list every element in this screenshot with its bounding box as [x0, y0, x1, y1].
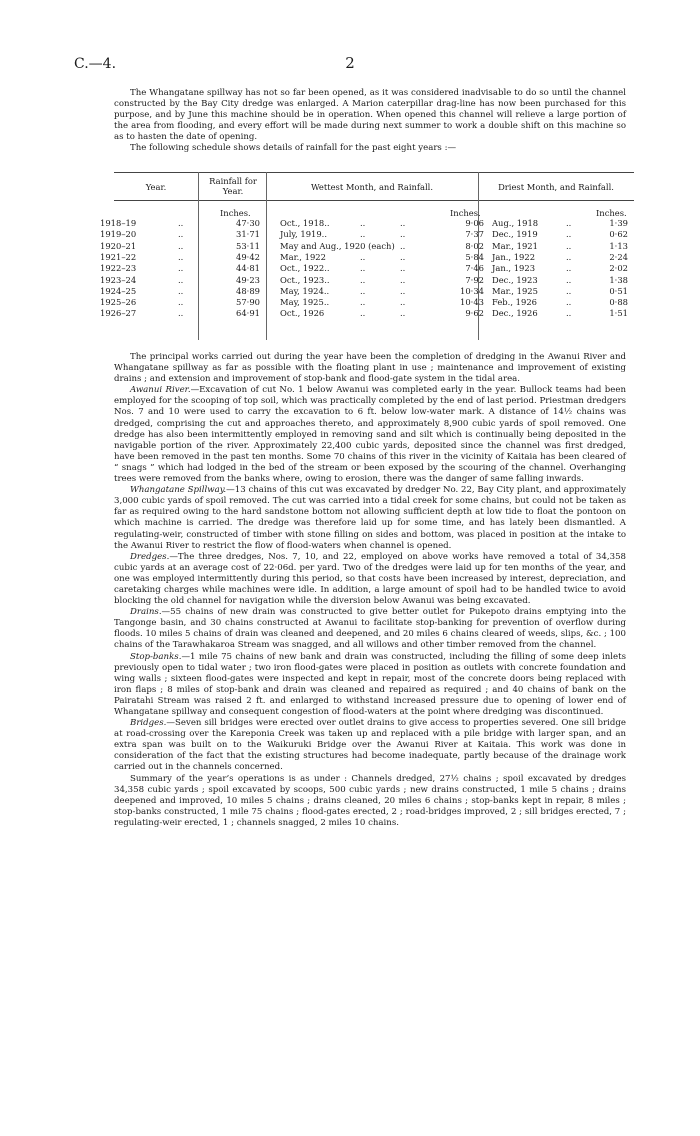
wettest-rainfall-cell: 9·62 [465, 308, 484, 319]
leader-dots: .. [360, 229, 366, 240]
table-row [100, 251, 634, 263]
leader-dots: .. [178, 308, 184, 319]
table-row [100, 308, 634, 319]
leader-dots: .. [360, 308, 366, 319]
subsection-text: —The three dredges, Nos. 7, 10, and 22, employed on above works have removed a total of 34,358 cubic yards at an average cost of 22·06d. per yard. Two of the dredges were laid up for ten months of the year, and one was employed intermittently during this period, so that costs have been increased by interest, depreciation, and caretaking charges while machines were idle. In addition, a large amount of spoil had to be handled twice to avoid blocking the old channel for navigation while the diversion below Awanui was being excavated. [114, 551, 626, 607]
table-top-rule [114, 172, 634, 173]
rainfall-cell: 44·81 [236, 263, 260, 274]
col-header-year: Year. [145, 182, 167, 192]
driest-rainfall-cell: 1·39 [609, 218, 628, 228]
leader-dots: .. [400, 274, 406, 285]
table-row [100, 218, 634, 229]
subsection-text: —Seven sill bridges were erected over outlet drains to give access to properties severed. One sill bridge at road-crossing over the Kareponia Creek was taken up and replaced with a pile bridge with larger span, and an extra span was built on to the Waikuruki Bridge over the Awanui River at Kaitaia. This work was done in consideration of the fact that the existing structures had become inadequate, partly because of the drainage work carried out in the channels concerned. [114, 718, 626, 773]
works-subsection [114, 485, 626, 552]
leader-dots: .. [400, 218, 406, 228]
table-row [100, 285, 634, 297]
leader-dots: .. [360, 297, 366, 308]
subsection-text: —Excavation of cut No. 1 below Awanui was completed early in the year. Bullock teams had been employed for the scooping of top soil, which was practically completed by the end of last period. Priestman dredgers Nos. 7 and 10 were used to carry the excavation to 6 ft. below low-water mark. A distance of 14½ chains was dredged, comprising the cut and approaches thereto, and approximately 8,900 cubic yards of spoil removed. One dredge has also been intermittently employed in removing sand and silt which is continually being deposited in the navigable portion of the river. Approximately 22,400 cubic yards, deposited since the channel was first dredged, have been removed in the past ten months. Some 70 chains of this river in the vicinity of Kaitaia has been cleared of “ snags ” which had lodged in the bed of the stream or been exposed by the scouring of the channel. Overhanging trees were removed from the banks where, owing to erosion, there was the danger of same falling inwards. [114, 385, 626, 485]
rainfall-cell: 49·42 [236, 251, 260, 262]
leader-dots: .. [566, 263, 572, 274]
col-header-rainfall: Rainfall for Year. [209, 176, 257, 196]
leader-dots: .. [178, 251, 184, 262]
table-intro: The following schedule shows details of rainfall for the past eight years :— [130, 143, 457, 154]
wettest-month-cell: May, 1924.. [280, 285, 330, 296]
leader-dots: .. [178, 240, 184, 251]
driest-month-cell: Mar., 1921 [492, 240, 538, 251]
year-cell: 1925–26 [100, 297, 137, 308]
table-row [100, 263, 634, 274]
driest-month-cell: Aug., 1918 [492, 218, 539, 228]
leader-dots: .. [400, 263, 406, 274]
subsection-heading: Bridges. [130, 718, 167, 729]
leader-dots: .. [566, 229, 572, 240]
driest-rainfall-cell: 1·38 [609, 274, 628, 285]
leader-dots: .. [400, 240, 406, 251]
wettest-rainfall-cell: 8·02 [465, 240, 484, 251]
table-row [100, 274, 634, 286]
leader-dots: .. [360, 263, 366, 274]
driest-rainfall-cell: 1·13 [609, 240, 628, 251]
driest-rainfall-cell: 2·02 [609, 263, 628, 274]
leader-dots: .. [566, 285, 572, 296]
units-driest: Inches. [596, 208, 627, 218]
document-reference: C.—4. [74, 56, 117, 72]
driest-month-cell: Jan., 1922 [492, 251, 536, 262]
operations-summary: Summary of the year’s operations is as under : Channels dredged, 27½ chains ; spoil excavated by dredges 34,358 cubic yards ; spoil excavated by scoops, 500 cubic yards ; new drains constructed, 1 mile 5 chains ; drains deepened and improved, 10 miles 5 chains ; drains cleaned, 20 miles 6 chains ; stop-banks kept in repair, 8 miles ; stop-banks constructed, 1 mile 75 chains ; flood-gates erected, 2 ; road-bridges improved, 2 ; sill bridges erected, 7 ; regulating-weir erected, 1 ; channels snagged, 2 miles 10 chains. [114, 773, 626, 828]
leader-dots: .. [178, 263, 184, 274]
driest-month-cell: Dec., 1923 [492, 274, 538, 285]
driest-rainfall-cell: 0·51 [609, 285, 628, 296]
leader-dots: .. [400, 251, 406, 262]
leader-dots: .. [178, 285, 184, 296]
rainfall-cell: 48·89 [236, 285, 260, 296]
wettest-rainfall-cell: 7·92 [465, 274, 484, 285]
driest-month-cell: Dec., 1919 [492, 229, 538, 240]
year-cell: 1920–21 [100, 240, 137, 251]
leader-dots: .. [360, 274, 366, 285]
wettest-month-cell: Oct., 1918.. [280, 218, 330, 228]
col-header-driest: Driest Month, and Rainfall. [498, 182, 614, 192]
wettest-month-cell: Oct., 1926 [280, 308, 325, 319]
wettest-rainfall-cell: 9·06 [465, 218, 484, 228]
driest-rainfall-cell: 2·24 [609, 251, 628, 262]
wettest-rainfall-cell: 7·37 [465, 229, 484, 240]
units-wettest: Inches. [450, 208, 481, 218]
subsection-heading: Drains. [130, 607, 162, 618]
driest-month-cell: Dec., 1926 [492, 308, 538, 319]
wettest-month-cell: July, 1919.. [280, 229, 328, 240]
driest-month-cell: Mar., 1925 [492, 285, 538, 296]
rainfall-cell: 49·23 [236, 274, 260, 285]
leader-dots: .. [400, 308, 406, 319]
leader-dots: .. [566, 251, 572, 262]
works-subsection [114, 552, 626, 607]
leader-dots: .. [566, 218, 572, 228]
leader-dots: .. [400, 229, 406, 240]
table-row [100, 297, 634, 308]
driest-rainfall-cell: 0·62 [609, 229, 628, 240]
works-subsections [114, 385, 626, 773]
works-subsection [114, 385, 626, 485]
year-cell: 1921–22 [100, 251, 137, 262]
driest-rainfall-cell: 1·51 [609, 308, 628, 319]
leader-dots: .. [360, 251, 366, 262]
leader-dots: .. [566, 240, 572, 251]
table-row [100, 240, 634, 252]
wettest-month-cell: May and Aug., 1920 (each) [280, 240, 395, 251]
intro-section [114, 88, 626, 155]
wettest-rainfall-cell: 10·43 [460, 297, 484, 308]
table-row [100, 229, 634, 240]
rainfall-cell: 64·91 [236, 308, 260, 319]
subsection-text: —1 mile 75 chains of new bank and drain was constructed, including the filling of some deep inlets previously open to tidal water ; two iron flood-gates were placed in position as outlets with concrete foundation and wing walls ; sixteen flood-gates were inspected and kept in repair, most of the concrete doors being replaced with iron flaps ; 8 miles of stop-bank and drain was cleaned and repaired as required ; and 40 chains of bank on the Pairatahi Stream was raised 2 ft. and enlarged to withstand increased pressure due to opening of lower end of Whangatane spillway and consequent congestion of flood-waters at the point where dredging was discontinued. [114, 651, 626, 717]
leader-dots: .. [400, 285, 406, 296]
subsection-heading: Awanui River. [130, 385, 191, 396]
rainfall-cell: 53·11 [236, 240, 260, 251]
subsection-heading: Whangatane Spillway. [130, 485, 227, 496]
wettest-rainfall-cell: 5·84 [465, 251, 484, 262]
subsection-text: —55 chains of new drain was constructed to give better outlet for Pukepoto drains emptying into the Tangonge basin, and 30 chains constructed at Awanui to facilitate stop-banking for prevention of overflow during floods. 10 miles 5 chains of drain was cleaned and deepened, and 20 miles 6 chains cleared of weeds, slips, &c. ; 100 chains of the Tarawhakaroa Stream was snagged, and all willows and other timber removed from the channel. [114, 607, 626, 651]
year-cell: 1918–19 [100, 218, 137, 228]
works-section [114, 352, 626, 829]
page-number: 2 [345, 54, 355, 72]
year-cell: 1924–25 [100, 285, 137, 296]
leader-dots: .. [360, 285, 366, 296]
driest-rainfall-cell: 0·88 [609, 297, 628, 308]
driest-month-cell: Jan., 1923 [492, 263, 536, 274]
subsection-heading: Dredges. [130, 551, 170, 562]
leader-dots: .. [566, 308, 572, 319]
leader-dots: .. [178, 229, 184, 240]
works-summary: The principal works carried out during the year have been the completion of dredging in the Awanui River and Whangatane spillway as far as possible with the floating plant in use ; maintenance and improvement of existing drains ; and extension and improvement of stop-bank and flood-gate system in the tidal area. [114, 352, 626, 385]
col-header-wettest: Wettest Month, and Rainfall. [310, 182, 434, 192]
leader-dots: .. [178, 297, 184, 308]
table-header-rule [114, 200, 634, 201]
leader-dots: .. [400, 297, 406, 308]
subsection-heading: Stop-banks. [130, 651, 182, 662]
wettest-month-cell: May, 1925.. [280, 297, 330, 308]
rainfall-table [100, 172, 634, 344]
leader-dots: .. [566, 274, 572, 285]
units-rainfall: Inches. [220, 208, 251, 218]
works-subsection [114, 718, 626, 773]
wettest-month-cell: Oct., 1923.. [280, 274, 330, 285]
leader-dots: .. [360, 218, 366, 228]
leader-dots: .. [566, 297, 572, 308]
works-subsection [114, 607, 626, 651]
wettest-month-cell: Mar., 1922 [280, 251, 326, 262]
leader-dots: .. [178, 274, 184, 285]
year-cell: 1926–27 [100, 308, 137, 319]
intro-paragraph: The Whangatane spillway has not so far been opened, as it was considered inadvisable to do so until the channel constructed by the Bay City dredge was enlarged. A Marion caterpillar drag-line has now been purchased for this purpose, and by June this machine should be in operation. When opened this channel will relieve a large portion of the area from flooding, and every effort will be made during next summer to work a double shift on this machine so as to hasten the date of opening. [114, 88, 626, 143]
leader-dots: .. [178, 218, 184, 228]
driest-month-cell: Feb., 1926 [492, 297, 537, 308]
wettest-month-cell: Oct., 1922.. [280, 263, 330, 274]
year-cell: 1923–24 [100, 274, 137, 285]
rainfall-cell: 31·71 [236, 229, 260, 240]
wettest-rainfall-cell: 7·46 [465, 263, 484, 274]
rainfall-cell: 47·30 [236, 218, 260, 228]
year-cell: 1919–20 [100, 229, 137, 240]
subsection-text: —13 chains of this cut was excavated by dredger No. 22, Bay City plant, and approximately 3,000 cubic yards of spoil removed. The cut was carried into a tidal creek for some chains, but could not be taken as far as required owing to the hard sandstone bottom not allowing sufficient depth at low tide to float the pontoon on which machine is carried. The dredge was therefore laid up for some time, and has lately been dismantled. A regulating-weir, constructed of timber with stone filling on sides and bottom, was placed in position at the intake to the Awanui River to restrict the flow of flood-waters when channel is opened. [114, 485, 626, 551]
rainfall-cell: 57·90 [236, 297, 260, 308]
works-subsection [114, 652, 626, 719]
wettest-rainfall-cell: 10·34 [460, 285, 484, 296]
year-cell: 1922–23 [100, 263, 137, 274]
